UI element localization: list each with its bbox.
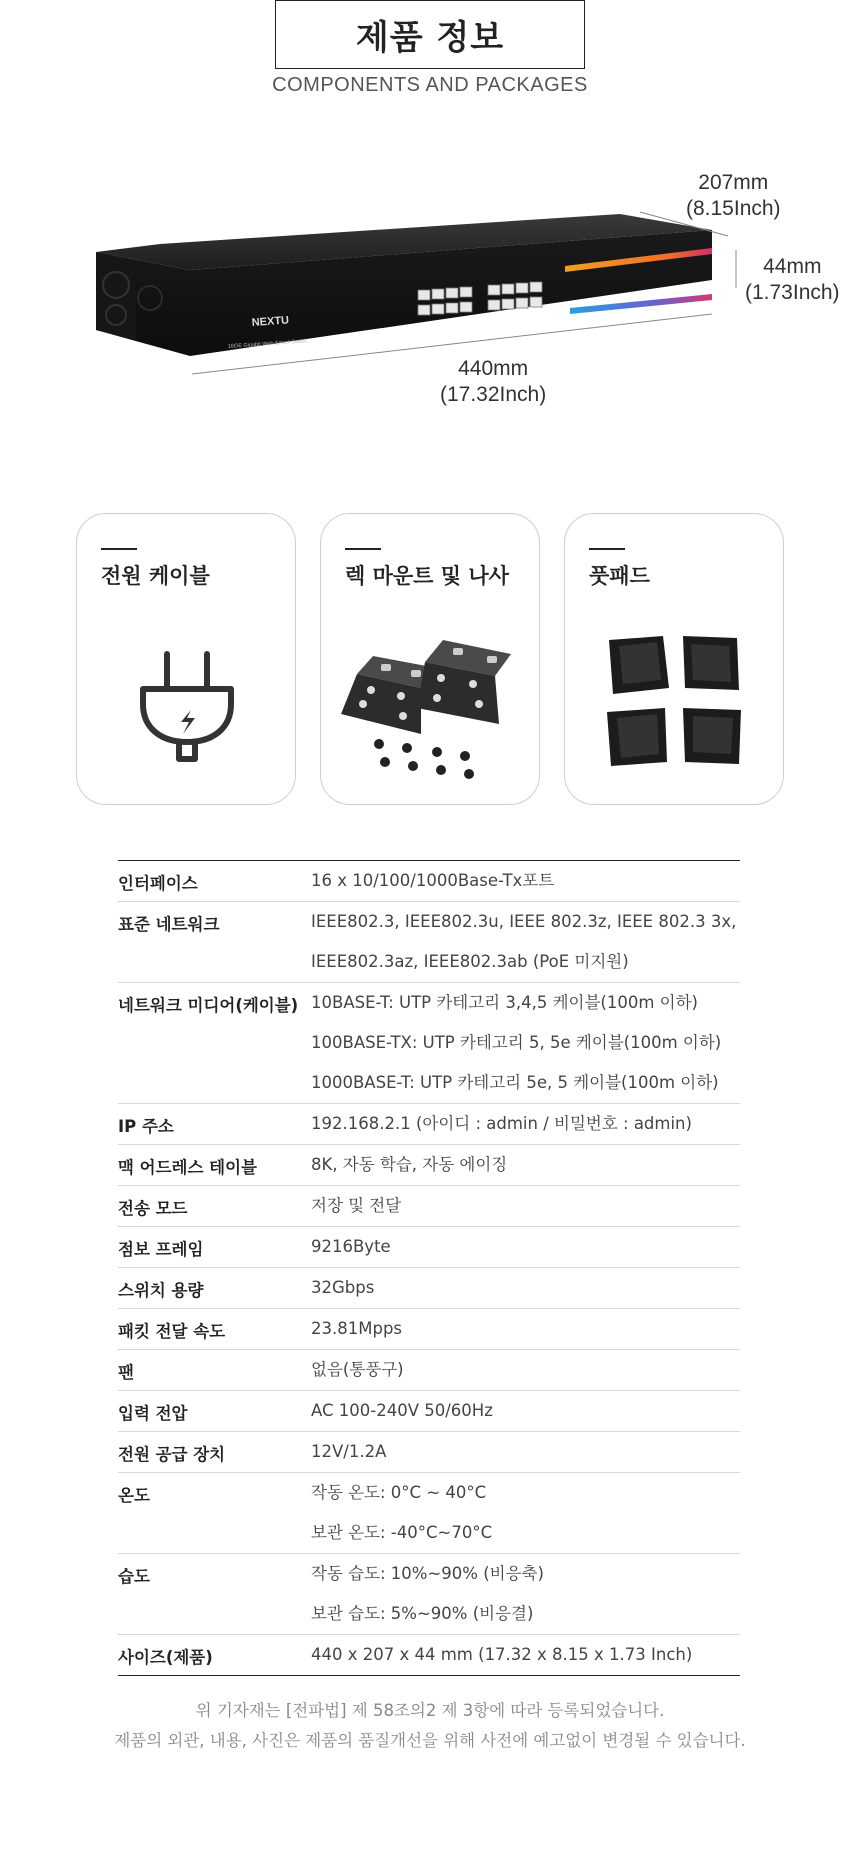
spec-value: [311, 1268, 740, 1308]
depth-dimension: 207mm (8.15Inch): [686, 171, 781, 220]
spec-value: [311, 1432, 740, 1472]
footer-notice: [0, 1696, 860, 1756]
page-title-text: 제품 정보: [355, 18, 505, 58]
spec-key: 습도: [118, 1567, 150, 1586]
foot-pads-image: [565, 604, 785, 794]
spec-value-line: 1000BASE-T: UTP 카테고리 5e, 5 케이블(100m 이하): [311, 1073, 719, 1092]
footer-line-2: 제품의 외관, 내용, 사진은 제품의 품질개선을 위해 사전에 예고없이 변경될 수 있습니다.: [114, 1731, 746, 1750]
spec-value: [311, 1104, 740, 1144]
footer-line-1: 위 기자재는 [전파법] 제 58조의2 제 3항에 따라 등록되었습니다.: [195, 1701, 665, 1720]
spec-value: [311, 1309, 740, 1349]
spec-key: 인터페이스: [118, 874, 198, 893]
spec-value-line: 23.81Mpps: [311, 1319, 403, 1338]
spec-row: [118, 1104, 740, 1145]
spec-row: [118, 1227, 740, 1268]
component-label: 렉 마운트 및 나사: [345, 564, 509, 588]
spec-row: [118, 1350, 740, 1391]
rack-mount-brackets-image: [321, 604, 541, 794]
spec-row: [118, 1473, 740, 1554]
switch-side-face: [96, 252, 136, 340]
component-label: 풋패드: [589, 564, 650, 588]
spec-value-line: 8K, 자동 학습, 자동 에이징: [311, 1155, 508, 1174]
spec-value: [311, 902, 740, 982]
spec-value: [311, 1473, 740, 1553]
spec-value-line: 192.168.2.1 (아이디 : admin / 비밀번호 : admin): [311, 1114, 692, 1133]
spec-value-line: 없음(통풍구): [311, 1360, 404, 1379]
spec-value-line: 보관 온도: -40°C~70°C: [311, 1523, 493, 1542]
bracket-right: [417, 640, 511, 724]
spec-value-line: 저장 및 전달: [311, 1196, 402, 1215]
spec-value-line: IEEE802.3az, IEEE802.3ab (PoE 미지원): [311, 952, 629, 971]
spec-value-line: 작동 습도: 10%~90% (비응축): [311, 1564, 544, 1583]
spec-row: [118, 1145, 740, 1186]
spec-key: 팬: [118, 1363, 134, 1382]
component-label: 전원 케이블: [101, 564, 210, 588]
spec-table: [118, 860, 740, 1676]
spec-key: 전원 공급 장치: [118, 1445, 226, 1464]
spec-row: [118, 1309, 740, 1350]
spec-row: [118, 1186, 740, 1227]
spec-value-line: IEEE802.3, IEEE802.3u, IEEE 802.3z, IEEE 802.3 3x,: [311, 912, 737, 931]
spec-key: 온도: [118, 1486, 150, 1505]
spec-key: 입력 전압: [118, 1404, 188, 1423]
spec-key: 스위치 용량: [118, 1281, 204, 1300]
spec-row: [118, 902, 740, 983]
spec-value-line: 32Gbps: [311, 1278, 375, 1297]
spec-key: 맥 어드레스 테이블: [118, 1158, 258, 1177]
page-title: [275, 0, 585, 69]
spec-value: [311, 861, 740, 901]
spec-value-line: 9216Byte: [311, 1237, 391, 1256]
brand-logo: NEXTU: [251, 314, 290, 329]
spec-key: 사이즈(제품): [118, 1648, 213, 1667]
spec-value-line: 12V/1.2A: [311, 1442, 387, 1461]
spec-value-line: 작동 온도: 0°C ~ 40°C: [311, 1483, 487, 1502]
component-card-power-cable: [76, 513, 296, 805]
spec-row: [118, 983, 740, 1104]
width-dimension: 440mm (17.32Inch): [440, 357, 547, 406]
spec-value-line: AC 100-240V 50/60Hz: [311, 1401, 493, 1420]
spec-value: [311, 1145, 740, 1185]
spec-value-line: 10BASE-T: UTP 카테고리 3,4,5 케이블(100m 이하): [311, 993, 698, 1012]
component-card-foot-pads: [564, 513, 784, 805]
spec-value: [311, 1186, 740, 1226]
spec-value: [311, 1554, 740, 1634]
spec-value: [311, 1350, 740, 1390]
model-label: 16GE Gigabit Web Smart Switch: [227, 338, 308, 350]
spec-value: [311, 1635, 740, 1675]
spec-row: [118, 1432, 740, 1473]
spec-row: [118, 1268, 740, 1309]
spec-key: 패킷 전달 속도: [118, 1322, 226, 1341]
spec-value-line: 440 x 207 x 44 mm (17.32 x 8.15 x 1.73 Inch): [311, 1645, 693, 1664]
screws: [374, 739, 474, 779]
spec-key: 점보 프레임: [118, 1240, 204, 1259]
spec-value: [311, 983, 740, 1103]
spec-key: 네트워크 미디어(케이블): [118, 996, 299, 1015]
spec-value-line: 보관 습도: 5%~90% (비응결): [311, 1604, 534, 1623]
spec-key: IP 주소: [118, 1117, 174, 1136]
spec-value: [311, 1227, 740, 1267]
spec-row: [118, 1635, 740, 1675]
spec-row: [118, 861, 740, 902]
spec-key: 전송 모드: [118, 1199, 188, 1218]
product-image-section: [0, 150, 860, 440]
spec-row: [118, 1391, 740, 1432]
power-plug-icon: [77, 604, 297, 794]
spec-row: [118, 1554, 740, 1635]
spec-value-line: 16 x 10/100/1000Base-Tx포트: [311, 871, 555, 890]
spec-key: 표준 네트워크: [118, 915, 220, 934]
page-subtitle: COMPONENTS AND PACKAGES: [272, 74, 588, 96]
height-dimension: 44mm (1.73Inch): [745, 255, 840, 304]
spec-value: [311, 1391, 740, 1431]
spec-value-line: 100BASE-TX: UTP 카테고리 5, 5e 케이블(100m 이하): [311, 1033, 722, 1052]
component-card-rack-mount: [320, 513, 540, 805]
